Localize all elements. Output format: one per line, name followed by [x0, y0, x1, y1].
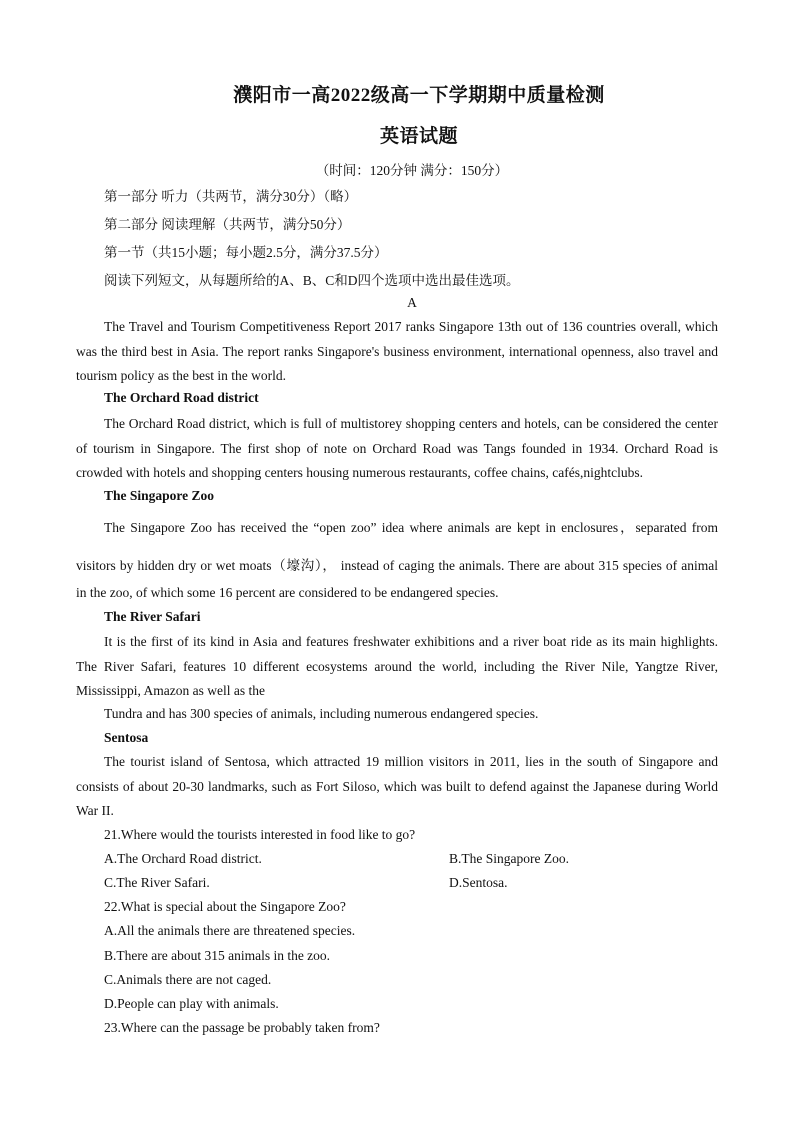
part2-heading: 第二部分 阅读理解（共两节，满分50分）	[104, 217, 351, 232]
zoo-text-line1: The Singapore Zoo has received the “open zoo” idea where animals are kept in enclosures，separated from	[104, 520, 718, 535]
instruction-text: 阅读下列短文，从每题所给的A、B、C和D四个选项中选出最佳选项。	[104, 273, 520, 288]
orchard-text: The Orchard Road district, which is full of multistorey shopping centers and hotels, can be considered the center of tourism in Singapore. The first shop of note on Orchard Road was Tangs founded in 1934. Orchard Road is crowded with hotels and shopping centers housing numerous restaurants, coffee chains, cafés,nightclubs.	[76, 416, 718, 480]
zoo-text-line2: visitors by hidden dry or wet moats（壕沟）， instead of caging the animals. There are about 315 species of animal	[76, 558, 718, 573]
river-heading: The River Safari	[104, 609, 201, 624]
q21-option-a: A.The Orchard Road district.	[104, 851, 262, 866]
sentosa-text: The tourist island of Sentosa, which attracted 19 million visitors in 2011, lies in the south of Singapore and consists of about 20-30 landmarks, such as Fort Siloso, which was built to defend against the Japanese during World War II.	[76, 754, 718, 818]
q21-option-d: D.Sentosa.	[449, 875, 508, 890]
time-info: （时间：120分钟 满分：150分）	[315, 163, 509, 178]
passage-intro: The Travel and Tourism Competitiveness Report 2017 ranks Singapore 13th out of 136 countries overall, which was the third best in Asia. The report ranks Singapore's business environment, international openness, also travel and tourism policy as the best in the world.	[76, 319, 718, 383]
section1-heading: 第一节（共15小题；每小题2.5分，满分37.5分）	[104, 245, 388, 260]
q22-option-d: D.People can play with animals.	[104, 996, 279, 1011]
q21-option-c: C.The River Safari.	[104, 875, 210, 890]
zoo-heading: The Singapore Zoo	[104, 488, 215, 503]
q21-option-b: B.The Singapore Zoo.	[449, 851, 569, 866]
q22-option-b: B.There are about 315 animals in the zoo.	[104, 948, 331, 963]
q22-option-c: C.Animals there are not caged.	[104, 972, 272, 987]
orchard-heading: The Orchard Road district	[104, 390, 259, 405]
question-21: 21.Where would the tourists interested in food like to go?	[104, 827, 416, 842]
sentosa-heading: Sentosa	[104, 730, 149, 745]
zoo-text-line3: in the zoo, of which some 16 percent are considered to be endangered species.	[76, 585, 499, 600]
q22-option-a: A.All the animals there are threatened species.	[104, 923, 356, 938]
exam-subtitle: 英语试题	[379, 126, 458, 147]
river-text: It is the first of its kind in Asia and features freshwater exhibitions and a river boat ride as its main highlights. The River Safari, features 10 different ecosystems around the world, including the River Nile, Yangtze River, Mississippi, Amazon as well as the	[76, 634, 718, 698]
exam-title: 濮阳市一高2022级高一下学期期中质量检测	[233, 85, 605, 106]
question-22: 22.What is special about the Singapore Zoo?	[104, 899, 346, 914]
part1-heading: 第一部分 听力（共两节，满分30分）（略）	[104, 189, 358, 204]
river-text-continued: Tundra and has 300 species of animals, including numerous endangered species.	[104, 706, 539, 721]
passage-label: A	[407, 295, 417, 310]
question-23: 23.Where can the passage be probably taken from?	[104, 1020, 380, 1035]
